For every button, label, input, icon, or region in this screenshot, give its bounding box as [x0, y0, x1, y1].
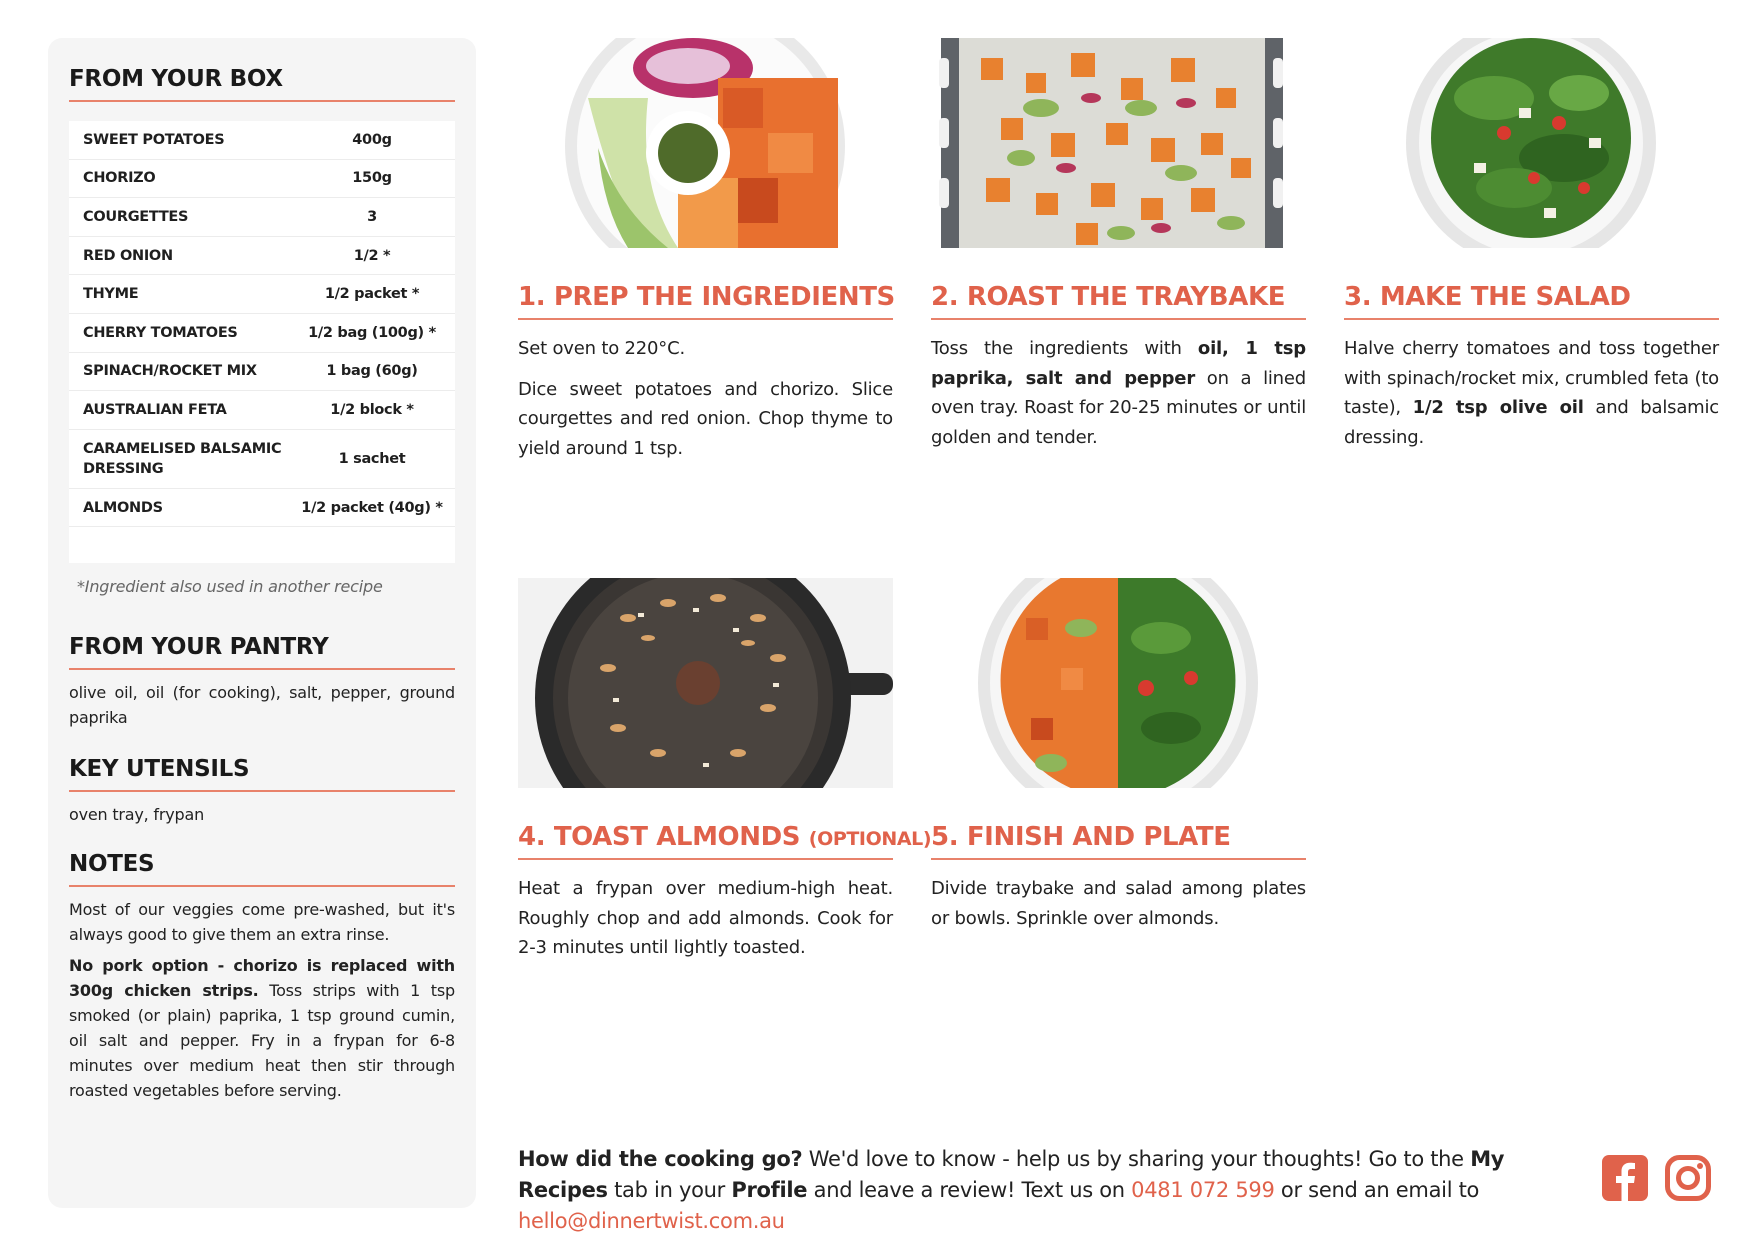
ingredient-row: [69, 198, 455, 237]
step4-title-optional: (OPTIONAL): [808, 828, 932, 850]
ingredient-name: SWEET POTATOES: [83, 131, 225, 148]
step-3: [1344, 282, 1719, 452]
ingredient-qty: 3: [367, 208, 377, 225]
step-2: [931, 282, 1306, 452]
step4-para: Heat a frypan over medium-high heat. Roughly chop and add almonds. Cook for 2-3 minutes until lightly toasted.: [518, 878, 893, 958]
ingredient-qty: 1 sachet: [338, 450, 406, 467]
step3-text-b: and balsamic dressing.: [1344, 397, 1720, 448]
instagram-icon[interactable]: [1665, 1155, 1711, 1201]
step1-title: 1. PREP THE INGREDIENTS: [518, 282, 893, 320]
footer-question: How did the cooking go?: [518, 1147, 803, 1171]
ingredient-name: CARAMELISED BALSAMIC DRESSING: [83, 440, 282, 477]
step3-text: [1344, 334, 1719, 452]
ingredient-qty: 400g: [352, 131, 392, 148]
ingredient-qty: 1/2 *: [353, 247, 391, 264]
step2-text-b: on a lined oven tray. Roast for 20-25 minutes or until golden and tender.: [931, 367, 1306, 448]
ingredient-row: [69, 353, 455, 392]
footer-text: tab in your: [614, 1178, 725, 1202]
ingredient-name: CHERRY TOMATOES: [83, 324, 238, 341]
step4-title: [518, 822, 932, 860]
ingredient-name: COURGETTES: [83, 208, 189, 225]
step4-title-main: 4. TOAST ALMONDS: [518, 822, 801, 852]
pantry-text: olive oil, oil (for cooking), salt, pepper, ground paprika: [69, 683, 455, 728]
ingredient-row: [69, 237, 455, 276]
from-your-box-title: FROM YOUR BOX: [69, 66, 455, 102]
footer-my-recipes: My Recipes: [518, 1147, 1505, 1202]
step2-text-a: Toss the ingredients with: [931, 338, 1182, 359]
notes-text: Most of our veggies come pre-washed, but it's always good to give them an extra rinse.: [69, 900, 455, 945]
step2-para: [931, 334, 1306, 452]
step2-title: 2. ROAST THE TRAYBAKE: [931, 282, 1306, 320]
ingredient-row: [69, 314, 455, 353]
ingredient-name: CHORIZO: [83, 170, 156, 187]
step5-text: [931, 874, 1306, 933]
step1-photo: [518, 38, 893, 248]
ingredient-row: [69, 430, 455, 489]
ingredient-row: [69, 160, 455, 199]
footer-text: and leave a review! Text us on: [813, 1178, 1125, 1202]
step3-para: [1344, 334, 1719, 452]
step-1: [518, 282, 893, 463]
step1-para: Set oven to 220°C.: [518, 338, 685, 359]
ingredient-qty: 1/2 bag (100g) *: [308, 324, 436, 341]
step3-text-a: Halve cherry tomatoes and toss together with spinach/rocket mix, crumbled feta (to taste),: [1344, 338, 1719, 418]
step-4: [518, 822, 932, 963]
ingredient-footnote: *Ingredient also used in another recipe: [77, 577, 383, 597]
ingredient-qty: 1/2 packet (40g) *: [301, 499, 443, 516]
ingredient-qty: 1 bag (60g): [326, 363, 418, 380]
ingredient-name: ALMONDS: [83, 499, 163, 516]
step4-photo: [518, 578, 893, 788]
ingredient-row: [69, 275, 455, 314]
ingredient-row: [69, 489, 455, 528]
footer-profile: Profile: [731, 1178, 808, 1202]
step2-bold: oil, 1 tsp paprika, salt and pepper: [931, 338, 1306, 389]
utensils-title: KEY UTENSILS: [69, 756, 455, 792]
step-5: [931, 822, 1306, 933]
step3-photo: [1344, 38, 1719, 248]
ingredient-name: RED ONION: [83, 247, 173, 264]
feedback-footer: [518, 1144, 1578, 1237]
step2-text: [931, 334, 1306, 452]
ingredient-name: THYME: [83, 286, 139, 303]
step5-title: 5. FINISH AND PLATE: [931, 822, 1306, 860]
facebook-icon[interactable]: [1602, 1155, 1648, 1201]
footer-text: We'd love to know - help us by sharing your thoughts! Go to the: [808, 1147, 1464, 1171]
ingredient-qty: 1/2 block *: [330, 401, 414, 418]
utensils-text: oven tray, frypan: [69, 805, 205, 825]
phone-link[interactable]: 0481 072 599: [1131, 1178, 1275, 1202]
ingredients-table: [69, 121, 455, 563]
ingredient-row: [69, 121, 455, 160]
no-pork-note-bold: No pork option - chorizo is replaced with 300g chicken strips.: [69, 956, 455, 1001]
step4-text: [518, 874, 893, 963]
step1-text: [518, 334, 893, 463]
step1-para: Dice sweet potatoes and chorizo. Slice courgettes and red onion. Chop thyme to yield around 1 tsp.: [518, 378, 893, 459]
ingredient-qty: 150g: [352, 170, 392, 187]
no-pork-note-text: Toss strips with 1 tsp smoked (or plain) paprika, 1 tsp ground cumin, oil salt and pepper. Fry in a frypan for 6-8 minutes over medium heat then stir through roasted vegetables before serving.: [69, 981, 455, 1101]
ingredient-qty: 1/2 packet *: [324, 286, 420, 303]
ingredient-row: [69, 391, 455, 430]
notes-title: NOTES: [69, 851, 455, 887]
step5-photo: [931, 578, 1306, 788]
email-link[interactable]: hello@dinnertwist.com.au: [518, 1209, 785, 1233]
ingredients-panel: [48, 38, 476, 1208]
ingredient-name: SPINACH/ROCKET MIX: [83, 363, 257, 380]
step3-bold: 1/2 tsp olive oil: [1412, 397, 1584, 418]
step5-para: Divide traybake and salad among plates or bowls. Sprinkle over almonds.: [931, 878, 1306, 929]
step3-title: 3. MAKE THE SALAD: [1344, 282, 1719, 320]
ingredient-name: AUSTRALIAN FETA: [83, 401, 227, 418]
step2-photo: [931, 38, 1306, 248]
no-pork-note: [69, 953, 455, 1103]
pantry-title: FROM YOUR PANTRY: [69, 634, 455, 670]
footer-text: or send an email to: [1280, 1178, 1480, 1202]
